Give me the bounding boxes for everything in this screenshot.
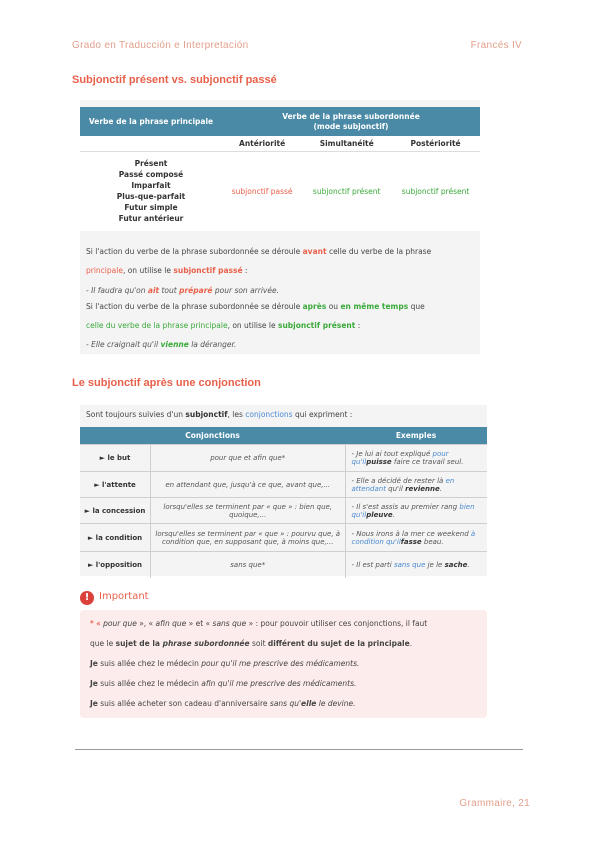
important-line-5: Je suis allée acheter son cadeau d'anniversaire sans qu'elle le devine.: [90, 699, 356, 708]
row-label-condition: ► la condition: [80, 524, 151, 552]
table-row: [80, 472, 487, 498]
row-label-attente: ► l'attente: [80, 472, 151, 498]
footer-page: Grammaire, 21: [459, 798, 530, 809]
col-header-exemples: Exemples: [345, 427, 487, 445]
important-icon: !: [80, 591, 94, 605]
row-label-concession: ► la concession: [80, 498, 151, 524]
important-line-2: que le sujet de la phrase subordonnée soit différent du sujet de la principale.: [90, 639, 413, 648]
cell-simultaneite: subjonctif présent: [302, 152, 391, 232]
row-example-concession: - Il s'est assis au premier rang bien qu'ilpleuve.: [345, 498, 487, 524]
tense-table: [80, 107, 480, 231]
row-conj-concession: lorsqu'elles se terminent par « que » : bien que, quoique,...: [151, 498, 346, 524]
header-subject: Francés IV: [470, 40, 522, 51]
col-header-conjonctions: Conjonctions: [80, 427, 345, 445]
rule-present: Si l'action du verbe de la phrase subordonnée se déroule après ou en même temps que celle du verbe de la phrase principale, on utilise le subjonctif présent :: [86, 302, 425, 330]
table-row: [80, 524, 487, 552]
table-row: [80, 498, 487, 524]
important-line-3: Je suis allée chez le médecin pour qu'il me prescrive des médicaments.: [90, 659, 360, 668]
row-conj-attente: en attendant que, jusqu'à ce que, avant que,...: [151, 472, 346, 498]
col-header-sub-verb-line1: Verbe de la phrase subordonnée: [282, 111, 420, 121]
rule-passe: Si l'action du verbe de la phrase subordonnée se déroule avant celle du verbe de la phrase principale, on utilise le subjonctif passé :: [86, 247, 432, 275]
footer-divider: [75, 749, 523, 750]
conjonction-intro: Sont toujours suivies d'un subjonctif, les conjonctions qui expriment :: [86, 410, 353, 419]
table-row: [80, 445, 487, 472]
cell-posteriorite: subjonctif présent: [391, 152, 480, 232]
section-title-conjonction: Le subjonctif après une conjonction: [72, 377, 261, 389]
col-header-sub-verb-line2: (mode subjonctif): [313, 121, 389, 131]
header-course: Grado en Traducción e Interpretación: [72, 40, 249, 51]
row-label-but: ► le but: [80, 445, 151, 472]
row-example-but: - Je lui ai tout expliqué pour qu'ilpuisse faire ce travail seul.: [345, 445, 487, 472]
important-line-1: * « pour que », « afin que » et « sans que » : pour pouvoir utiliser ces conjonctions, il faut: [90, 619, 428, 628]
important-line-4: Je suis allée chez le médecin afin qu'il me prescrive des médicaments.: [90, 679, 357, 688]
example-present: - Elle craignait qu'il vienne la déranger.: [86, 340, 237, 349]
subheader-posteriorite: Postériorité: [391, 136, 480, 152]
subheader-anteriorite: Antériorité: [222, 136, 302, 152]
row-example-opposition: - Il est parti sans que je le sache.: [345, 552, 487, 578]
subheader-simultaneite: Simultanéité: [302, 136, 391, 152]
row-conj-opposition: sans que*: [151, 552, 346, 578]
row-conj-condition: lorsqu'elles se terminent par « que » : pourvu que, à condition que, en supposant que, à moins que,...: [151, 524, 346, 552]
col-header-main-verb: Verbe de la phrase principale: [80, 107, 222, 136]
row-conj-but: pour que et afin que*: [151, 445, 346, 472]
col-header-sub-verb: [222, 107, 480, 136]
important-title: Important: [99, 591, 149, 602]
section-title-present-vs-passe: Subjonctif présent vs. subjonctif passé: [72, 74, 277, 86]
main-tenses-list: Présent Passé composé Imparfait Plus-que-parfait Futur simple Futur antérieur: [80, 152, 222, 232]
table-row: [80, 552, 487, 578]
cell-anteriorite: subjonctif passé: [222, 152, 302, 232]
row-example-condition: - Nous irons à la mer ce weekend à condition qu'ilfasse beau.: [345, 524, 487, 552]
row-example-attente: - Elle a décidé de rester là en attendant qu'il revienne.: [345, 472, 487, 498]
example-passe: - Il faudra qu'on ait tout préparé pour son arrivée.: [86, 286, 279, 295]
row-label-opposition: ► l'opposition: [80, 552, 151, 578]
conjonction-table: [80, 427, 487, 578]
